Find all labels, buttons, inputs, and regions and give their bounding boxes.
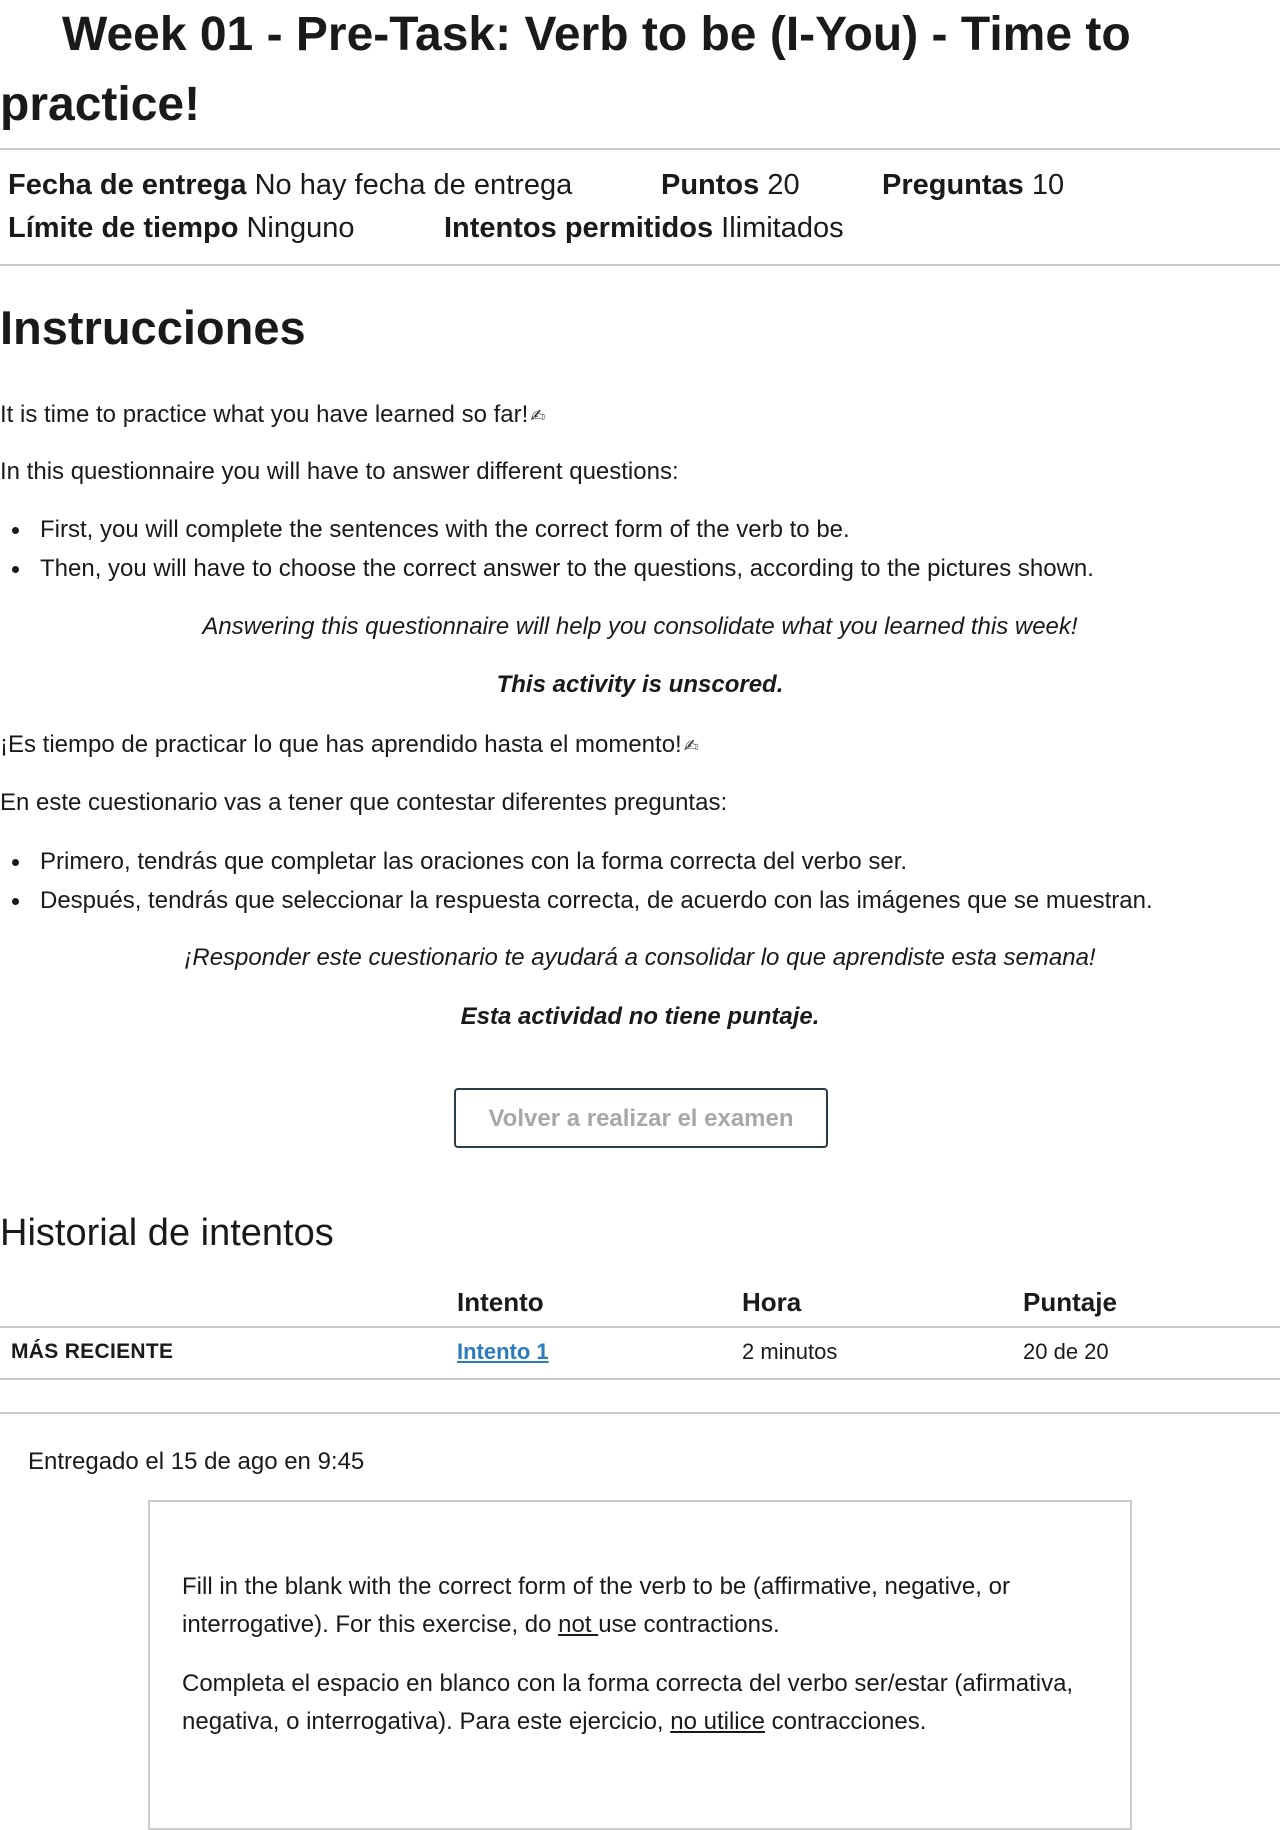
column-header-time: Hora	[742, 1287, 802, 1317]
retake-quiz-button[interactable]: Volver a realizar el examen	[454, 1088, 828, 1148]
attempt-history-heading: Historial de intentos	[0, 1212, 334, 1254]
instructions-es-intro-text: ¡Es tiempo de practicar lo que has aprendido hasta el momento!	[0, 731, 682, 758]
question-en-part2: use contractions.	[598, 1611, 780, 1638]
list-item: First, you will complete the sentences with the correct form of the verb to be.	[0, 510, 1094, 549]
question-instructions-en	[182, 1568, 1102, 1644]
most-recent-label: MÁS RECIENTE	[11, 1340, 174, 1363]
instructions-es-italic: ¡Responder este cuestionario te ayudará a consolidar lo que aprendiste esta semana!	[184, 944, 1096, 971]
table-header-divider	[0, 1326, 1280, 1328]
allowed-attempts-value: Ilimitados	[721, 212, 844, 244]
question-card	[148, 1500, 1132, 1830]
attempt-time: 2 minutos	[742, 1339, 838, 1364]
instructions-en-lead: In this questionnaire you will have to answer different questions:	[0, 458, 679, 485]
instructions-es-lead: En este cuestionario vas a tener que contestar diferentes preguntas:	[0, 789, 728, 816]
question-es-emphasis: no utilice	[670, 1708, 765, 1735]
writing-hand-icon: ✍	[530, 405, 546, 426]
instructions-es-intro	[0, 730, 699, 760]
instructions-heading: Instrucciones	[0, 301, 306, 354]
list-item: Then, you will have to choose the correct answer to the questions, according to the pictures shown.	[0, 549, 1094, 588]
column-header-score: Puntaje	[1023, 1287, 1117, 1317]
time-limit-value: Ninguno	[246, 212, 355, 244]
allowed-attempts	[444, 210, 844, 246]
questions-value: 10	[1031, 169, 1065, 201]
instructions-es-unscored: Esta actividad no tiene puntaje.	[460, 1003, 820, 1030]
instructions-en-italic: Answering this questionnaire will help you consolidate what you learned this week!	[202, 613, 1078, 640]
due-date-label: Fecha de entrega	[8, 169, 247, 201]
instructions-en-list	[0, 510, 1094, 588]
instructions-es-list	[0, 842, 1153, 920]
attempt-1-link[interactable]: Intento 1	[457, 1339, 549, 1364]
question-en-emphasis: not	[558, 1611, 599, 1638]
divider	[0, 1412, 1280, 1414]
points	[661, 167, 800, 203]
time-limit-label: Límite de tiempo	[8, 212, 239, 244]
instructions-en-unscored: This activity is unscored.	[496, 671, 784, 698]
instructions-en-intro	[0, 400, 545, 430]
due-date-value: No hay fecha de entrega	[254, 169, 573, 201]
question-es-part2: contracciones.	[764, 1708, 927, 1735]
attempt-score: 20 de 20	[1023, 1339, 1109, 1364]
list-item: Después, tendrás que seleccionar la respuesta correcta, de acuerdo con las imágenes que se muestran.	[0, 881, 1153, 920]
divider	[0, 264, 1280, 266]
writing-hand-icon: ✍	[683, 735, 699, 756]
list-item: Primero, tendrás que completar las oraciones con la forma correcta del verbo ser.	[0, 842, 1153, 881]
page-title: Week 01 - Pre-Task: Verb to be (I-You) - Time to practice!	[0, 8, 1131, 131]
question-instructions-es	[182, 1665, 1102, 1741]
submitted-timestamp: Entregado el 15 de ago en 9:45	[28, 1448, 365, 1475]
column-header-attempt: Intento	[457, 1287, 544, 1317]
questions-count	[882, 167, 1064, 203]
questions-label: Preguntas	[882, 169, 1024, 201]
time-limit	[8, 210, 355, 246]
points-label: Puntos	[661, 169, 760, 201]
question-es-part1: Completa el espacio en blanco con la forma correcta del verbo ser/estar (afirmativa, negativa, o interrogativa). Para este ejercicio,	[182, 1670, 1074, 1735]
table-row-divider	[0, 1378, 1280, 1380]
points-value: 20	[767, 169, 800, 201]
question-en-part1: Fill in the blank with the correct form of the verb to be (affirmative, negative, or interrogative). For this exercise, do	[182, 1573, 1010, 1638]
allowed-attempts-label: Intentos permitidos	[444, 212, 714, 244]
instructions-en-intro-text: It is time to practice what you have learned so far!	[0, 401, 529, 428]
due-date	[8, 167, 572, 203]
divider	[0, 148, 1280, 150]
